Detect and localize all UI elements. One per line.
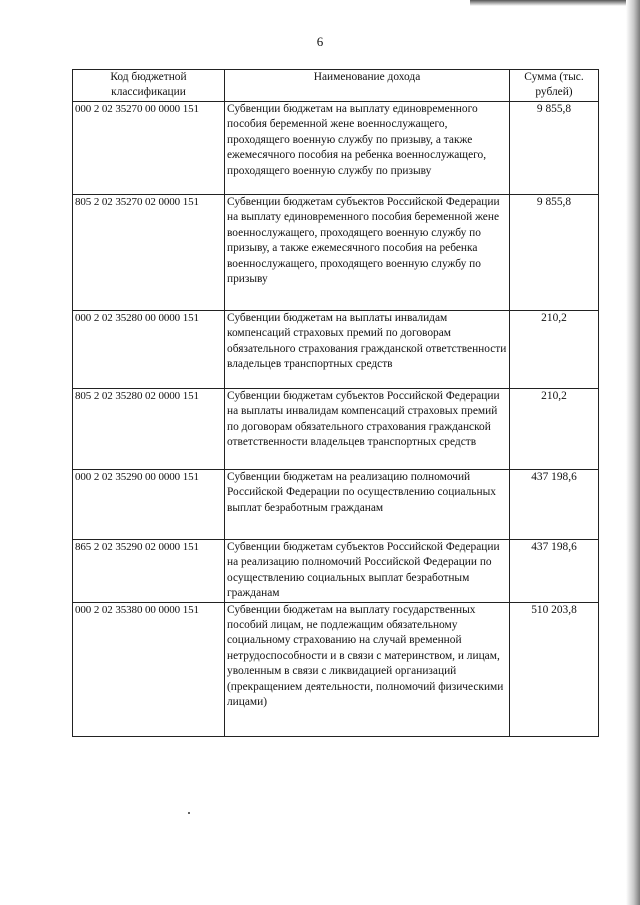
row-sum: 210,2	[510, 389, 599, 470]
revenue-table	[72, 69, 599, 737]
row-code: 805 2 02 35270 02 0000 151	[73, 195, 225, 311]
table-row	[73, 602, 599, 736]
row-name: Субвенции бюджетам субъектов Российской Федерации на реализацию полномочий Российской Федерации по осуществлению социальных выплат безработным гражданам	[225, 540, 510, 603]
row-code: 000 2 02 35290 00 0000 151	[73, 470, 225, 540]
header-code: Код бюджетной классификации	[73, 70, 225, 102]
header-name: Наименование дохода	[225, 70, 510, 102]
table-header-row	[73, 70, 599, 102]
row-name: Субвенции бюджетам на выплату государственных пособий лицам, не подлежащим обязательному социальному страхованию на случай временной нетрудоспособности и в связи с материнством, и лицам, уволенным в связи с ликвидацией организаций (прекращением деятельности, полномочий физическими лицами)	[225, 602, 510, 736]
row-name: Субвенции бюджетам на выплату единовременного пособия беременной жене военнослужащего, проходящего военную службу по призыву, а также ежемесячного пособия на ребенка военнослужащего, проходящего военную службу по призыву	[225, 102, 510, 195]
row-name: Субвенции бюджетам на выплаты инвалидам компенсаций страховых премий по договорам обязательного страхования гражданской ответственности владельцев транспортных средств	[225, 311, 510, 389]
row-code: 000 2 02 35380 00 0000 151	[73, 602, 225, 736]
scan-shadow-top	[470, 0, 640, 6]
row-name: Субвенции бюджетам субъектов Российской Федерации на выплаты инвалидам компенсаций страховых премий по договорам обязательного страхования гражданской ответственности владельцев транспортных средств	[225, 389, 510, 470]
row-sum: 210,2	[510, 311, 599, 389]
scan-shadow-edge	[626, 0, 640, 905]
row-sum: 437 198,6	[510, 540, 599, 603]
row-sum: 437 198,6	[510, 470, 599, 540]
table-row	[73, 195, 599, 311]
table-row	[73, 389, 599, 470]
page-number: 6	[316, 34, 324, 49]
row-code: 865 2 02 35290 02 0000 151	[73, 540, 225, 603]
row-name: Субвенции бюджетам субъектов Российской Федерации на выплату единовременного пособия беременной жене военнослужащего, проходящего военную службу по призыву, а также ежемесячного пособия на ребенка военнослужащего, проходящего военную службу по призыву	[225, 195, 510, 311]
row-sum: 9 855,8	[510, 102, 599, 195]
row-name: Субвенции бюджетам на реализацию полномочий Российской Федерации по осуществлению социальных выплат безработным гражданам	[225, 470, 510, 540]
row-sum: 510 203,8	[510, 602, 599, 736]
table-row	[73, 311, 599, 389]
table-row	[73, 470, 599, 540]
row-code: 000 2 02 35270 00 0000 151	[73, 102, 225, 195]
row-code: 805 2 02 35280 02 0000 151	[73, 389, 225, 470]
table-row	[73, 540, 599, 603]
row-code: 000 2 02 35280 00 0000 151	[73, 311, 225, 389]
header-sum: Сумма (тыс. рублей)	[510, 70, 599, 102]
scan-speck	[188, 812, 190, 814]
table-row	[73, 102, 599, 195]
row-sum: 9 855,8	[510, 195, 599, 311]
